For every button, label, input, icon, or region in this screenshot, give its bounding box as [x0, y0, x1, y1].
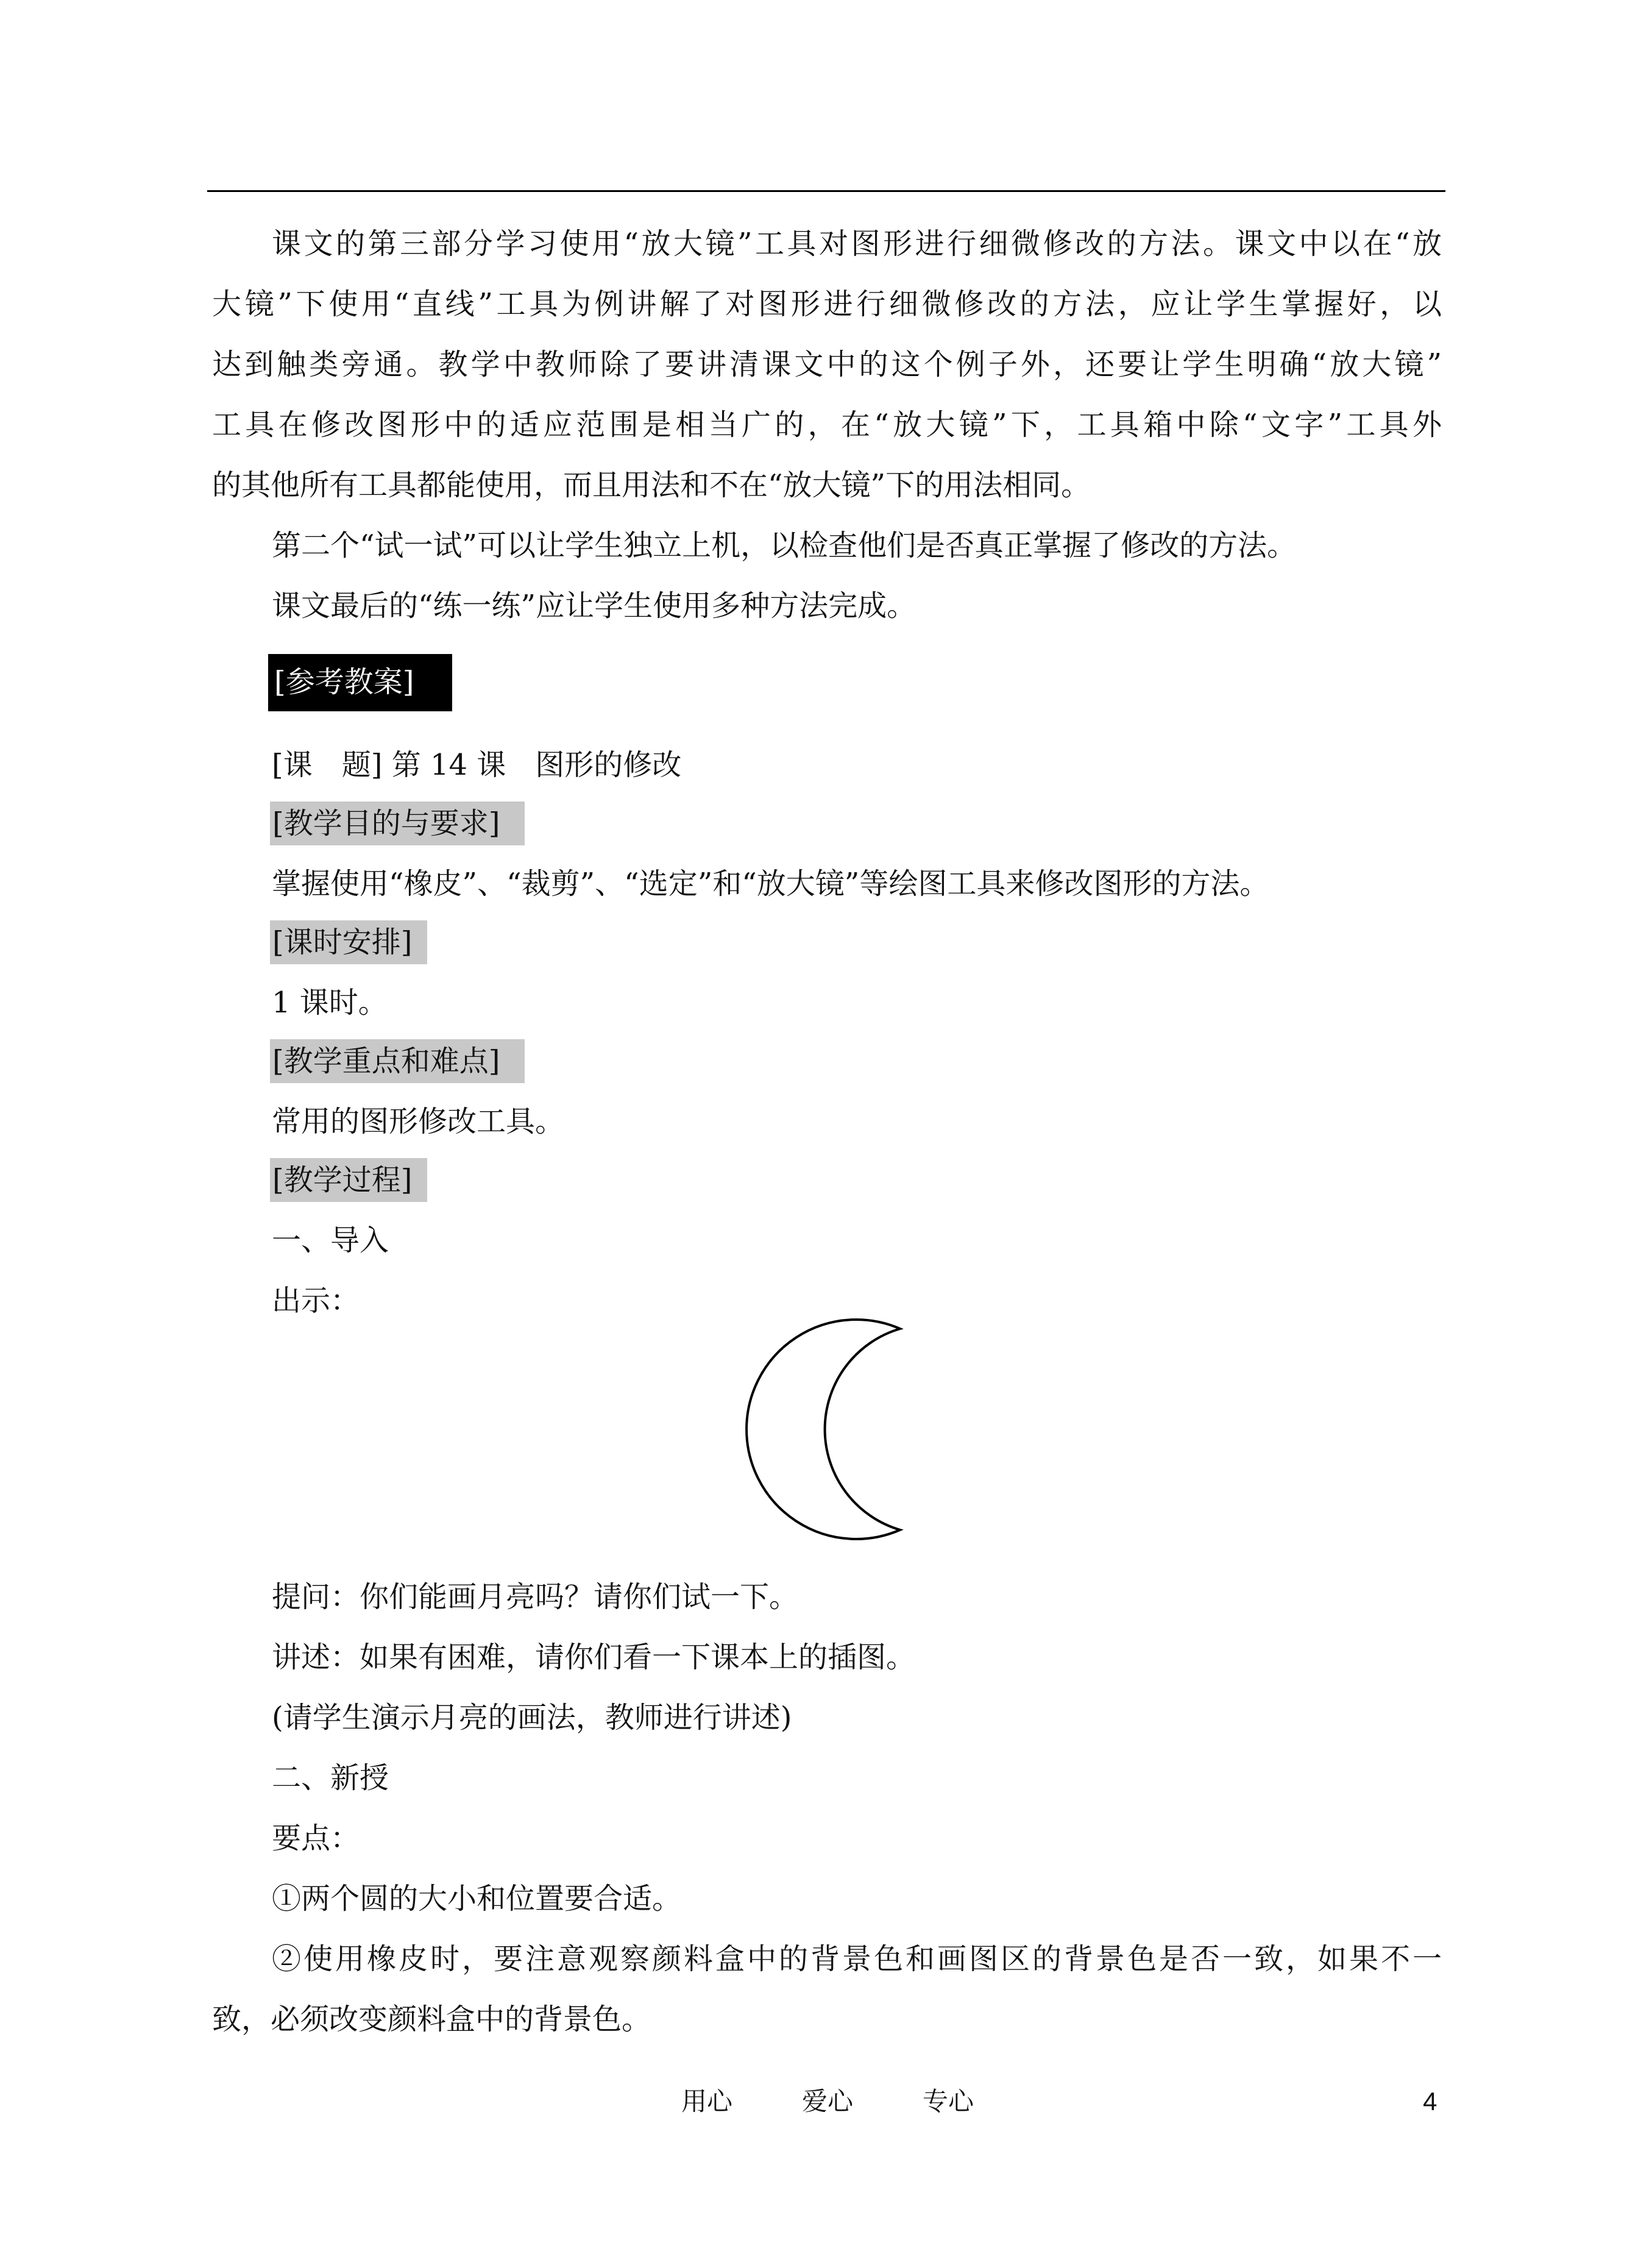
- demo-text: (请学生演示月亮的画法，教师进行讲述): [272, 1701, 792, 1735]
- narration-text: 讲述：如果有困难，请你们看一下课本上的插图。: [272, 1640, 916, 1674]
- goals-text: 掌握使用“橡皮”、“裁剪”、“选定”和“放大镜”等绘图工具来修改图形的方法。: [272, 867, 1269, 901]
- point-two-line-1: ②使用橡皮时，要注意观察颜料盒中的背景色和画图区的背景色是否一致，如果不一: [272, 1942, 1442, 1976]
- point-one: ①两个圆的大小和位置要合适。: [272, 1882, 682, 1916]
- crescent-moon-shape: [746, 1320, 900, 1539]
- paragraph-line: 课文的第三部分学习使用“放大镜”工具对图形进行细微修改的方法。课文中以在“放: [272, 227, 1442, 261]
- schedule-heading-label: [课时安排]: [272, 925, 413, 959]
- footer-word-2: 爱心: [802, 2086, 854, 2116]
- intro-heading: 一、导入: [272, 1223, 389, 1257]
- reference-plan-label: [参考教案]: [274, 665, 414, 699]
- lesson-topic: [课 题] 第 14 课 图形的修改: [272, 748, 682, 782]
- keypoints-text: 常用的图形修改工具。: [272, 1104, 565, 1139]
- schedule-text: 1 课时。: [272, 986, 388, 1020]
- process-heading-label: [教学过程]: [272, 1163, 413, 1197]
- show-label: 出示：: [272, 1284, 360, 1318]
- paragraph-line: 大镜”下使用“直线”工具为例讲解了对图形进行细微修改的方法，应让学生掌握好，以: [212, 287, 1442, 321]
- goals-heading: [270, 802, 525, 845]
- new-lesson-heading: 二、新授: [272, 1761, 389, 1795]
- paragraph-line: 的其他所有工具都能使用，而且用法和不在“放大镜”下的用法相同。: [212, 468, 1091, 502]
- points-label: 要点：: [272, 1821, 360, 1855]
- paragraph-line: 达到触类旁通。教学中教师除了要讲清课文中的这个例子外，还要让学生明确“放大镜”: [212, 347, 1442, 382]
- keypoints-heading-label: [教学重点和难点]: [272, 1044, 500, 1078]
- point-two-line-2: 致，必须改变颜料盒中的背景色。: [212, 2002, 651, 2036]
- crescent-moon-illustration: [740, 1314, 911, 1545]
- question-text: 提问：你们能画月亮吗？请你们试一下。: [272, 1580, 799, 1614]
- page-number: 4: [1423, 2087, 1438, 2116]
- reference-plan-heading: [268, 654, 452, 711]
- paragraph-try: 第二个“试一试”可以让学生独立上机，以检查他们是否真正掌握了修改的方法。: [272, 528, 1297, 563]
- keypoints-heading: [270, 1039, 525, 1083]
- paragraph-practice: 课文最后的“练一练”应让学生使用多种方法完成。: [272, 589, 916, 623]
- schedule-heading: [270, 920, 427, 964]
- footer-word-3: 专心: [923, 2086, 974, 2116]
- header-rule: [207, 190, 1445, 192]
- goals-heading-label: [教学目的与要求]: [272, 806, 500, 841]
- paragraph-line: 工具在修改图形中的适应范围是相当广的，在“放大镜”下，工具箱中除“文字”工具外: [212, 408, 1442, 442]
- footer-word-1: 用心: [681, 2086, 733, 2116]
- process-heading: [270, 1158, 427, 1202]
